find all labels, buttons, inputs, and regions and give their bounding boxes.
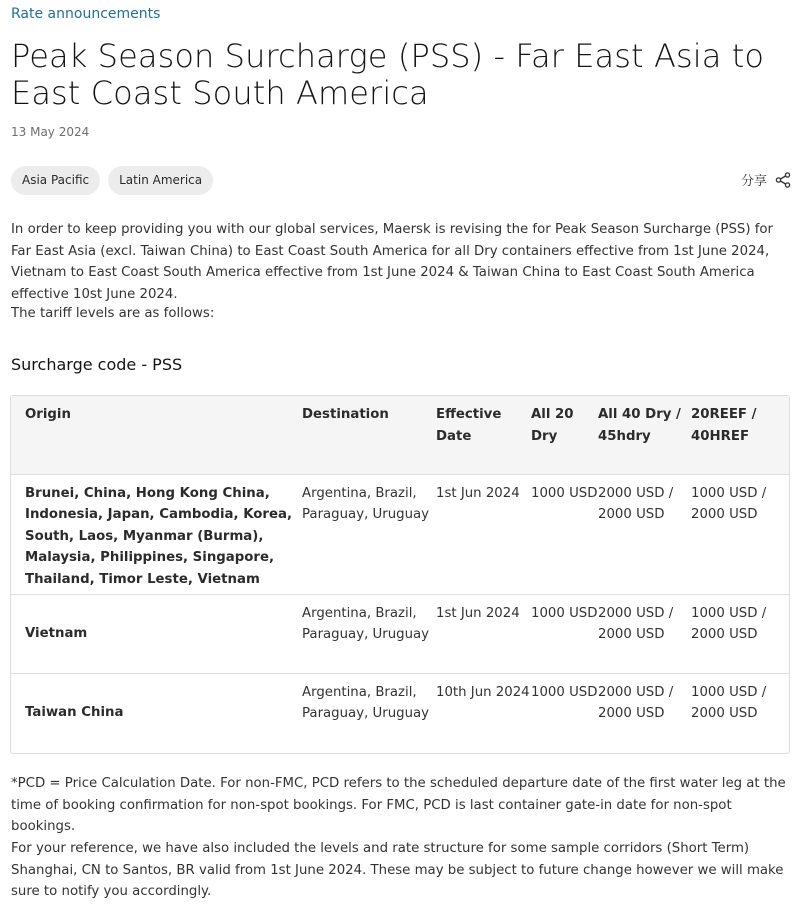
- surcharge-code-heading: Surcharge code - PSS: [11, 355, 183, 374]
- cell-reef: 1000 USD / 2000 USD: [691, 485, 767, 522]
- cell-destination: Argentina, Brazil, Paraguay, Uruguay: [302, 485, 430, 522]
- cell-all-40-dry: 2000 USD / 2000 USD: [598, 485, 674, 522]
- header-origin: Origin: [11, 396, 302, 474]
- share-label: 分享: [740, 174, 767, 189]
- tag-latin-america[interactable]: Latin America: [108, 166, 213, 195]
- table-row: [11, 673, 789, 752]
- tariff-levels-note: The tariff levels are as follows:: [11, 306, 215, 321]
- header-all-20-dry: All 20 Dry: [531, 396, 598, 474]
- header-all-40-dry: All 40 Dry / 45hdry: [598, 396, 691, 474]
- cell-all-20-dry: 1000 USD: [531, 684, 598, 700]
- cell-reef: 1000 USD / 2000 USD: [691, 684, 767, 721]
- cell-effective-date: 10th Jun 2024: [436, 684, 530, 700]
- surcharge-table-container: [10, 395, 790, 754]
- cell-destination: Argentina, Brazil, Paraguay, Uruguay: [302, 684, 430, 721]
- table-row: [11, 594, 789, 673]
- header-destination: Destination: [302, 396, 436, 474]
- header-reef: 20REEF / 40HREF: [691, 396, 789, 474]
- tag-asia-pacific[interactable]: Asia Pacific: [11, 166, 100, 195]
- surcharge-table: [11, 396, 789, 752]
- share-button[interactable]: [741, 170, 791, 189]
- cell-all-20-dry: 1000 USD: [531, 605, 598, 621]
- region-tags: [11, 166, 213, 195]
- cell-effective-date: 1st Jun 2024: [436, 605, 520, 621]
- cell-all-40-dry: 2000 USD / 2000 USD: [598, 605, 674, 642]
- cell-destination: Argentina, Brazil, Paraguay, Uruguay: [302, 605, 430, 642]
- pcd-footnote: *PCD = Price Calculation Date. For non-FMC, PCD refers to the scheduled departure date of the first water leg at the time of booking confirmation for non-spot bookings. For FMC, PCD is last container gate-in date for non-spot bookings.: [11, 776, 786, 834]
- cell-all-40-dry: 2000 USD / 2000 USD: [598, 684, 674, 721]
- table-header-row: [11, 396, 789, 474]
- share-icon: [775, 172, 791, 188]
- cell-origin: Brunei, China, Hong Kong China, Indonesia, Japan, Cambodia, Korea, South, Laos, Myanmar (Burma), Malaysia, Philippines, Singapore, Thailand, Timor Leste, Vietnam: [25, 485, 293, 587]
- publish-date: 13 May 2024: [11, 125, 90, 139]
- breadcrumb-rate-announcements[interactable]: Rate announcements: [11, 6, 161, 22]
- cell-origin: Taiwan China: [25, 705, 124, 720]
- table-row: [11, 474, 789, 594]
- cell-origin: Vietnam: [25, 625, 88, 641]
- reference-paragraph: For your reference, we have also included the levels and rate structure for some sample corridors (Short Term) Shanghai, CN to Santos, BR valid from 1st June 2024. These may be subject to future change however we will make sure to notify you accordingly.: [11, 841, 784, 899]
- page-title: Peak Season Surcharge (PSS) - Far East Asia to East Coast South America: [11, 37, 765, 112]
- intro-paragraph: In order to keep providing you with our global services, Maersk is revising the for Peak Season Surcharge (PSS) for Far East Asia (excl. Taiwan China) to East Coast South America for all Dry containers effective from 1st June 2024, Vietnam to East Coast South America effective from 1st June 2024 & Taiwan China to East Coast South America effective 10st June 2024.: [11, 222, 774, 302]
- header-effective-date: Effective Date: [436, 396, 531, 474]
- cell-all-20-dry: 1000 USD: [531, 485, 598, 501]
- cell-reef: 1000 USD / 2000 USD: [691, 605, 767, 642]
- cell-effective-date: 1st Jun 2024: [436, 485, 520, 501]
